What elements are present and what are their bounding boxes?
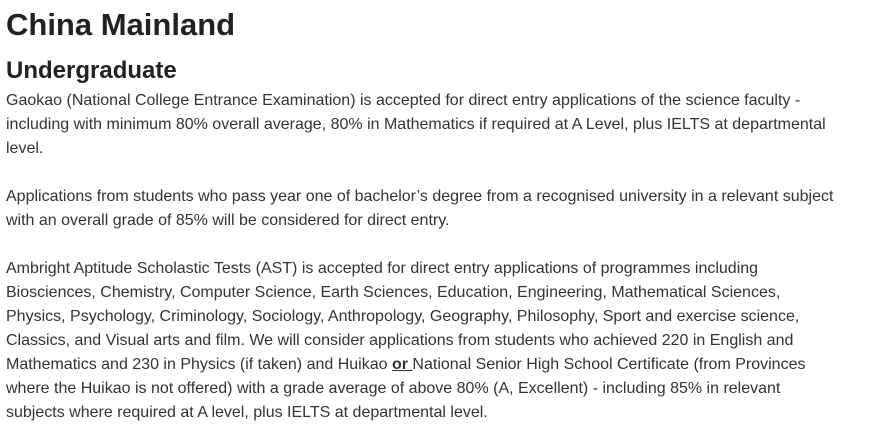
ast-text-after: National Senior High School Certificate (from Provinces where the Huikao is not offered) with a grade average of above 80% (A, Excellent) - including 85% in relevant subjects where required at A level, plus IELTS at departmental level. — [6, 356, 806, 421]
bachelor-paragraph: Applications from students who pass year one of bachelor’s degree from a recognised university in a relevant subject with an overall grade of 85% will be considered for direct entry. — [6, 188, 834, 229]
ast-emphasis-or: or — [391, 356, 413, 373]
section-title: Undergraduate — [6, 57, 177, 84]
ast-text-before: Ambright Aptitude Scholastic Tests (AST) is accepted for direct entry applications of programmes including Biosciences, Chemistry, Computer Science, Earth Sciences, Education, Engineering, Mathematical Sciences, Physics, Psychology, Criminology, Sociology, Anthropology, Geography, Philosophy, Sport and exercise science, Classics, and Visual arts and film. We will consider applications from students who achieved 220 in English and Mathematics and 230 in Physics (if taken) and Huikao — [6, 260, 800, 373]
gaokao-paragraph: Gaokao (National College Entrance Examination) is accepted for direct entry applications of the science faculty - including with minimum 80% overall average, 80% in Mathematics if required at A Level, plus IELTS at departmental level. — [6, 92, 826, 157]
page-title: China Mainland — [6, 7, 236, 42]
ast-paragraph — [6, 257, 836, 425]
